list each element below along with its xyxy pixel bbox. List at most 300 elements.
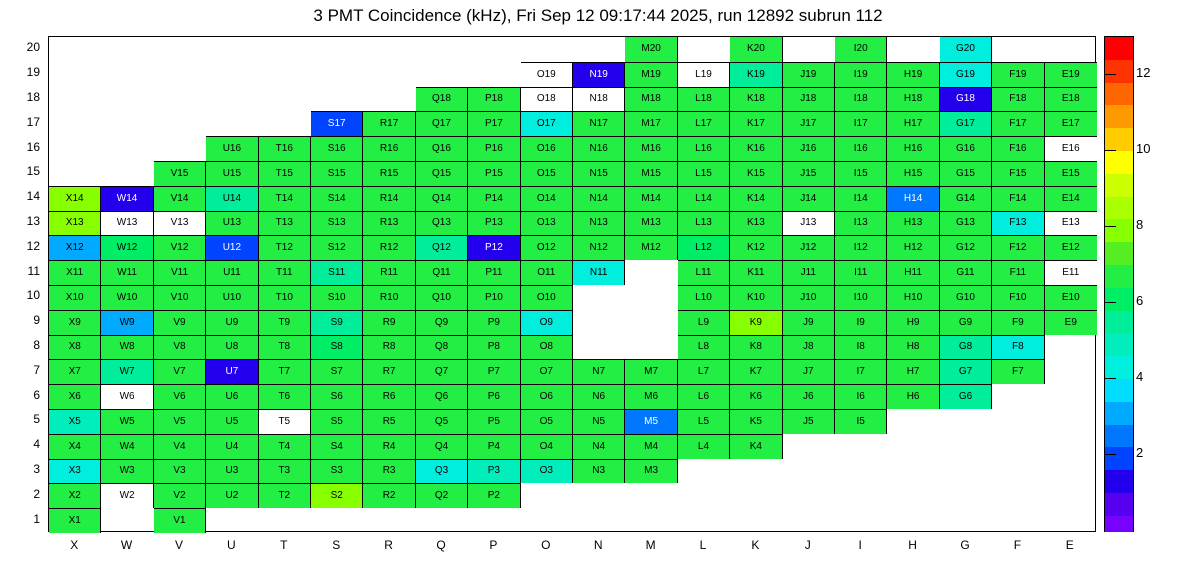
x-axis-tick-label: Q	[436, 538, 446, 552]
heatmap-cell: U16	[206, 136, 258, 161]
heatmap-cell: T15	[259, 161, 311, 186]
heatmap-cell: L4	[678, 434, 730, 459]
heatmap-cell: J17	[783, 111, 835, 136]
heatmap-cell: L19	[678, 62, 730, 87]
heatmap-cell: N19	[573, 62, 625, 87]
heatmap-cell: W7	[101, 359, 153, 384]
heatmap-cell: T5	[259, 409, 311, 434]
heatmap-cell: Q12	[416, 235, 468, 260]
heatmap-cell: L6	[678, 384, 730, 409]
heatmap-cell: E15	[1045, 161, 1097, 186]
heatmap-cell: U8	[206, 335, 258, 360]
heatmap-cell: R7	[363, 359, 415, 384]
heatmap-cell: G17	[940, 111, 992, 136]
heatmap-cell: I8	[835, 335, 887, 360]
heatmap-cell: L16	[678, 136, 730, 161]
heatmap-cell: M14	[625, 186, 677, 211]
x-axis-tick-label: H	[908, 538, 917, 552]
colorbar-segment	[1105, 402, 1133, 425]
heatmap-cell: E16	[1045, 136, 1097, 161]
heatmap-cell: V13	[154, 211, 206, 236]
heatmap-cell: G19	[940, 62, 992, 87]
heatmap-cell: L11	[678, 260, 730, 285]
heatmap-cell: Q5	[416, 409, 468, 434]
heatmap-cell: P16	[468, 136, 520, 161]
heatmap-cell: Q16	[416, 136, 468, 161]
colorbar-segment	[1105, 60, 1133, 83]
heatmap-cell: I6	[835, 384, 887, 409]
colorbar-tick-mark	[1104, 74, 1116, 75]
heatmap-cell: K17	[730, 111, 782, 136]
x-axis-tick-label: E	[1065, 538, 1074, 552]
colorbar-tick-label: 10	[1136, 141, 1151, 156]
heatmap-cell: S15	[311, 161, 363, 186]
colorbar-segment	[1105, 333, 1133, 356]
heatmap-cell: X3	[49, 459, 101, 484]
heatmap-cell: K16	[730, 136, 782, 161]
heatmap-cell: Q18	[416, 87, 468, 112]
heatmap-cell: M6	[625, 384, 677, 409]
heatmap-cell: O8	[521, 335, 573, 360]
heatmap-cell: O12	[521, 235, 573, 260]
y-axis-tick-label: 14	[26, 189, 40, 204]
heatmap-cell: E12	[1045, 235, 1097, 260]
colorbar-segment	[1105, 356, 1133, 379]
heatmap-cell: X8	[49, 335, 101, 360]
colorbar-tick-label: 12	[1136, 65, 1151, 80]
colorbar-tick-mark	[1104, 454, 1116, 455]
colorbar-segment	[1105, 379, 1133, 402]
heatmap-cell: X9	[49, 310, 101, 335]
heatmap-cell: H17	[887, 111, 939, 136]
heatmap-cell: H10	[887, 285, 939, 310]
heatmap-cell: J6	[783, 384, 835, 409]
heatmap-cell: R14	[363, 186, 415, 211]
heatmap-cell: H8	[887, 335, 939, 360]
heatmap-cell: H13	[887, 211, 939, 236]
heatmap-cell: U15	[206, 161, 258, 186]
y-axis-tick-label: 13	[26, 214, 40, 228]
heatmap-cell: N13	[573, 211, 625, 236]
heatmap-cell: L13	[678, 211, 730, 236]
heatmap-cell: T16	[259, 136, 311, 161]
heatmap-cell: S12	[311, 235, 363, 260]
heatmap-cell: V4	[154, 434, 206, 459]
heatmap-cell: N15	[573, 161, 625, 186]
heatmap-cell: O13	[521, 211, 573, 236]
heatmap-plot	[48, 36, 1096, 532]
heatmap-cell: I10	[835, 285, 887, 310]
heatmap-cell: Q15	[416, 161, 468, 186]
heatmap-cell: N16	[573, 136, 625, 161]
heatmap-cell: H7	[887, 359, 939, 384]
x-axis-tick-label: N	[593, 538, 603, 552]
heatmap-cell: S7	[311, 359, 363, 384]
colorbar-tick-label: 2	[1136, 445, 1144, 460]
heatmap-cell: S4	[311, 434, 363, 459]
heatmap-cell: K19	[730, 62, 782, 87]
heatmap-cell: N12	[573, 235, 625, 260]
x-axis-tick-label: U	[227, 538, 236, 552]
heatmap-cell: P2	[468, 483, 520, 508]
heatmap-cell: K11	[730, 260, 782, 285]
heatmap-cell: R12	[363, 235, 415, 260]
heatmap-cell: U5	[206, 409, 258, 434]
heatmap-cell: M3	[625, 459, 677, 484]
y-axis-tick-label: 17	[26, 114, 40, 129]
heatmap-cell: Q9	[416, 310, 468, 335]
colorbar-segment	[1105, 516, 1133, 532]
y-axis-tick-label: 8	[33, 338, 40, 352]
heatmap-cell: G15	[940, 161, 992, 186]
y-axis-tick-label: 10	[26, 288, 40, 303]
heatmap-cell: J8	[783, 335, 835, 360]
heatmap-cell: F13	[992, 211, 1044, 236]
heatmap-cell: M5	[625, 409, 677, 434]
heatmap-cell: G9	[940, 310, 992, 335]
heatmap-cell: I18	[835, 87, 887, 112]
heatmap-cell: T14	[259, 186, 311, 211]
heatmap-cell: K20	[730, 37, 782, 62]
heatmap-cell: K8	[730, 335, 782, 360]
heatmap-cell: R8	[363, 335, 415, 360]
heatmap-cell: F9	[992, 310, 1044, 335]
heatmap-cell: Q6	[416, 384, 468, 409]
heatmap-cell: G12	[940, 235, 992, 260]
x-axis-tick-label: S	[332, 538, 341, 552]
colorbar-segment	[1105, 447, 1133, 470]
y-axis-tick-label: 16	[26, 139, 40, 154]
heatmap-cell: R13	[363, 211, 415, 236]
heatmap-cell: M18	[625, 87, 677, 112]
x-axis-tick-label: K	[751, 538, 760, 552]
heatmap-cell: J10	[783, 285, 835, 310]
colorbar-segment	[1105, 83, 1133, 106]
heatmap-cell: L15	[678, 161, 730, 186]
heatmap-cell: K18	[730, 87, 782, 112]
heatmap-cell: O5	[521, 409, 573, 434]
x-axis-tick-label: G	[960, 538, 970, 552]
heatmap-cell: U3	[206, 459, 258, 484]
heatmap-cell: U9	[206, 310, 258, 335]
heatmap-cell: N14	[573, 186, 625, 211]
y-axis-tick-label: 3	[33, 462, 40, 476]
colorbar-segment	[1105, 128, 1133, 151]
colorbar-tick-mark	[1104, 150, 1116, 151]
heatmap-cell: X6	[49, 384, 101, 409]
heatmap-cell: S11	[311, 260, 363, 285]
heatmap-cell: W8	[101, 335, 153, 360]
heatmap-cell: F8	[992, 335, 1044, 360]
heatmap-cell: U10	[206, 285, 258, 310]
y-axis-tick-label: 1	[33, 511, 40, 526]
heatmap-cell: R3	[363, 459, 415, 484]
heatmap-cell: S10	[311, 285, 363, 310]
heatmap-cell: T7	[259, 359, 311, 384]
heatmap-cell: V12	[154, 235, 206, 260]
heatmap-cell: U2	[206, 483, 258, 508]
heatmap-cell: I15	[835, 161, 887, 186]
y-axis-tick-label: 7	[33, 362, 40, 377]
heatmap-cell: W11	[101, 260, 153, 285]
heatmap-cell: G16	[940, 136, 992, 161]
heatmap-cell: R15	[363, 161, 415, 186]
heatmap-cell: O3	[521, 459, 573, 484]
heatmap-cell: Q4	[416, 434, 468, 459]
heatmap-cell: R17	[363, 111, 415, 136]
heatmap-cell: H9	[887, 310, 939, 335]
heatmap-cell: K4	[730, 434, 782, 459]
x-axis-tick-label: O	[541, 538, 551, 552]
heatmap-cell: N6	[573, 384, 625, 409]
heatmap-cell: R10	[363, 285, 415, 310]
heatmap-cell: P7	[468, 359, 520, 384]
heatmap-cell: V7	[154, 359, 206, 384]
heatmap-cell: H14	[887, 186, 939, 211]
heatmap-cell: Q14	[416, 186, 468, 211]
heatmap-cell: J12	[783, 235, 835, 260]
heatmap-cell: T2	[259, 483, 311, 508]
heatmap-cell: E9	[1045, 310, 1097, 335]
x-axis-tick-label: X	[70, 538, 79, 552]
heatmap-cell: V5	[154, 409, 206, 434]
heatmap-cell: P17	[468, 111, 520, 136]
x-axis-tick-label: L	[699, 538, 707, 552]
heatmap-cell: S17	[311, 111, 363, 136]
heatmap-cell: N17	[573, 111, 625, 136]
heatmap-cell: Q8	[416, 335, 468, 360]
heatmap-cell: U12	[206, 235, 258, 260]
y-axis-tick-label: 4	[33, 437, 40, 452]
heatmap-cell: X4	[49, 434, 101, 459]
heatmap-cell: S16	[311, 136, 363, 161]
colorbar-segment	[1105, 288, 1133, 311]
heatmap-cell: J18	[783, 87, 835, 112]
heatmap-cell: T8	[259, 335, 311, 360]
heatmap-cell: U4	[206, 434, 258, 459]
colorbar-tick-mark	[1104, 226, 1116, 227]
heatmap-cell: E14	[1045, 186, 1097, 211]
heatmap-cell: O7	[521, 359, 573, 384]
heatmap-cell: P8	[468, 335, 520, 360]
heatmap-cell: P9	[468, 310, 520, 335]
heatmap-cell: I5	[835, 409, 887, 434]
colorbar-tick-label: 4	[1136, 369, 1144, 384]
heatmap-cell: M15	[625, 161, 677, 186]
colorbar-segment	[1105, 219, 1133, 242]
heatmap-cell: F11	[992, 260, 1044, 285]
colorbar-segment	[1105, 311, 1133, 334]
heatmap-cell: E18	[1045, 87, 1097, 112]
heatmap-cell: G20	[940, 37, 992, 62]
heatmap-cell: O15	[521, 161, 573, 186]
heatmap-cell: L18	[678, 87, 730, 112]
heatmap-cell: V1	[154, 508, 206, 533]
x-axis-tick-label: W	[120, 538, 133, 552]
heatmap-cell: G10	[940, 285, 992, 310]
heatmap-cell: N11	[573, 260, 625, 285]
heatmap-cell: O4	[521, 434, 573, 459]
y-axis-tick-label: 9	[33, 313, 40, 328]
heatmap-cell: M4	[625, 434, 677, 459]
colorbar-segment	[1105, 265, 1133, 288]
heatmap-cell: I12	[835, 235, 887, 260]
heatmap-cell: I14	[835, 186, 887, 211]
heatmap-cell: L8	[678, 335, 730, 360]
heatmap-cell: H12	[887, 235, 939, 260]
heatmap-cell: F18	[992, 87, 1044, 112]
heatmap-cell: U7	[206, 359, 258, 384]
heatmap-cell: X10	[49, 285, 101, 310]
heatmap-cell: O16	[521, 136, 573, 161]
x-axis-tick-label: M	[645, 538, 656, 552]
heatmap-cell: X13	[49, 211, 101, 236]
heatmap-cell: J5	[783, 409, 835, 434]
heatmap-cell: R16	[363, 136, 415, 161]
heatmap-cell: S13	[311, 211, 363, 236]
heatmap-cell: R5	[363, 409, 415, 434]
heatmap-cell: W6	[101, 384, 153, 409]
heatmap-cell: M13	[625, 211, 677, 236]
x-axis-tick-label: T	[280, 538, 288, 552]
heatmap-cell: R9	[363, 310, 415, 335]
heatmap-cell: U13	[206, 211, 258, 236]
colorbar	[1104, 36, 1134, 532]
colorbar-segment	[1105, 493, 1133, 516]
heatmap-cell: P18	[468, 87, 520, 112]
heatmap-cell: O6	[521, 384, 573, 409]
x-axis-tick-label: F	[1013, 538, 1022, 552]
heatmap-cell: R6	[363, 384, 415, 409]
heatmap-cell: H16	[887, 136, 939, 161]
heatmap-cell: O10	[521, 285, 573, 310]
heatmap-cell: T13	[259, 211, 311, 236]
heatmap-cell: S3	[311, 459, 363, 484]
heatmap-cell: X11	[49, 260, 101, 285]
heatmap-cell: X1	[49, 508, 101, 533]
heatmap-cell: T4	[259, 434, 311, 459]
heatmap-cell: G8	[940, 335, 992, 360]
heatmap-cell: M17	[625, 111, 677, 136]
heatmap-cell: X12	[49, 235, 101, 260]
heatmap-cell: L10	[678, 285, 730, 310]
heatmap-cell: S9	[311, 310, 363, 335]
heatmap-cell: Q17	[416, 111, 468, 136]
heatmap-cell: P13	[468, 211, 520, 236]
colorbar-segment	[1105, 470, 1133, 493]
heatmap-cell: G18	[940, 87, 992, 112]
heatmap-cell: P5	[468, 409, 520, 434]
heatmap-cell: W5	[101, 409, 153, 434]
heatmap-cell: M20	[625, 37, 677, 62]
x-axis-tick-label: J	[804, 538, 811, 552]
y-axis-tick-label: 6	[33, 387, 40, 402]
heatmap-cell: I17	[835, 111, 887, 136]
heatmap-cell: O18	[521, 87, 573, 112]
heatmap-cell: F15	[992, 161, 1044, 186]
heatmap-cell: O9	[521, 310, 573, 335]
x-axis-tick-label: P	[489, 538, 498, 552]
heatmap-cell: P4	[468, 434, 520, 459]
heatmap-cell: G13	[940, 211, 992, 236]
heatmap-cell: S2	[311, 483, 363, 508]
y-axis-tick-label: 15	[26, 164, 40, 179]
heatmap-cell: U11	[206, 260, 258, 285]
heatmap-cell: T6	[259, 384, 311, 409]
y-axis-tick-label: 18	[26, 90, 40, 104]
heatmap-cell: P15	[468, 161, 520, 186]
heatmap-cell: P14	[468, 186, 520, 211]
heatmap-cell: J7	[783, 359, 835, 384]
heatmap-cell: W12	[101, 235, 153, 260]
heatmap-cell: H11	[887, 260, 939, 285]
heatmap-cell: T9	[259, 310, 311, 335]
colorbar-tick-mark	[1104, 378, 1116, 379]
x-axis-tick-label: I	[858, 538, 862, 552]
colorbar-segment	[1105, 197, 1133, 220]
heatmap-cell: K14	[730, 186, 782, 211]
heatmap-cell: S8	[311, 335, 363, 360]
page-title: 3 PMT Coincidence (kHz), Fri Sep 12 09:17:44 2025, run 12892 subrun 112	[313, 6, 883, 25]
heatmap-cell: I9	[835, 310, 887, 335]
heatmap-cell: O17	[521, 111, 573, 136]
heatmap-cell: J13	[783, 211, 835, 236]
y-axis-tick-label: 5	[33, 412, 40, 427]
heatmap-cell: P6	[468, 384, 520, 409]
heatmap-cell: H18	[887, 87, 939, 112]
heatmap-cell: W14	[101, 186, 153, 211]
heatmap-cell: I11	[835, 260, 887, 285]
heatmap-cell: U6	[206, 384, 258, 409]
heatmap-cell: M12	[625, 235, 677, 260]
heatmap-cell: F14	[992, 186, 1044, 211]
colorbar-segment	[1105, 105, 1133, 128]
heatmap-cell: E17	[1045, 111, 1097, 136]
heatmap-cell: W9	[101, 310, 153, 335]
heatmap-cell: P10	[468, 285, 520, 310]
heatmap-cell: X14	[49, 186, 101, 211]
heatmap-cell: Q13	[416, 211, 468, 236]
heatmap-cell: K9	[730, 310, 782, 335]
heatmap-cell: J9	[783, 310, 835, 335]
heatmap-cell: R11	[363, 260, 415, 285]
heatmap-cell: K7	[730, 359, 782, 384]
heatmap-cell: V11	[154, 260, 206, 285]
heatmap-cell: T12	[259, 235, 311, 260]
heatmap-cell: V3	[154, 459, 206, 484]
heatmap-cell: N4	[573, 434, 625, 459]
heatmap-cell: R2	[363, 483, 415, 508]
x-axis-tick-label: V	[174, 538, 183, 552]
heatmap-cell: V2	[154, 483, 206, 508]
heatmap-cell: L9	[678, 310, 730, 335]
heatmap-grid	[49, 37, 1095, 531]
heatmap-cell: Q10	[416, 285, 468, 310]
heatmap-cell: O19	[521, 62, 573, 87]
heatmap-cell: F17	[992, 111, 1044, 136]
heatmap-cell: I7	[835, 359, 887, 384]
heatmap-cell: X7	[49, 359, 101, 384]
heatmap-cell: S5	[311, 409, 363, 434]
heatmap-cell: K15	[730, 161, 782, 186]
colorbar-segment	[1105, 242, 1133, 265]
heatmap-cell: N5	[573, 409, 625, 434]
heatmap-cell: L14	[678, 186, 730, 211]
colorbar-segment	[1105, 425, 1133, 448]
heatmap-cell: Q2	[416, 483, 468, 508]
heatmap-cell: S14	[311, 186, 363, 211]
colorbar-tick-label: 6	[1136, 293, 1144, 308]
